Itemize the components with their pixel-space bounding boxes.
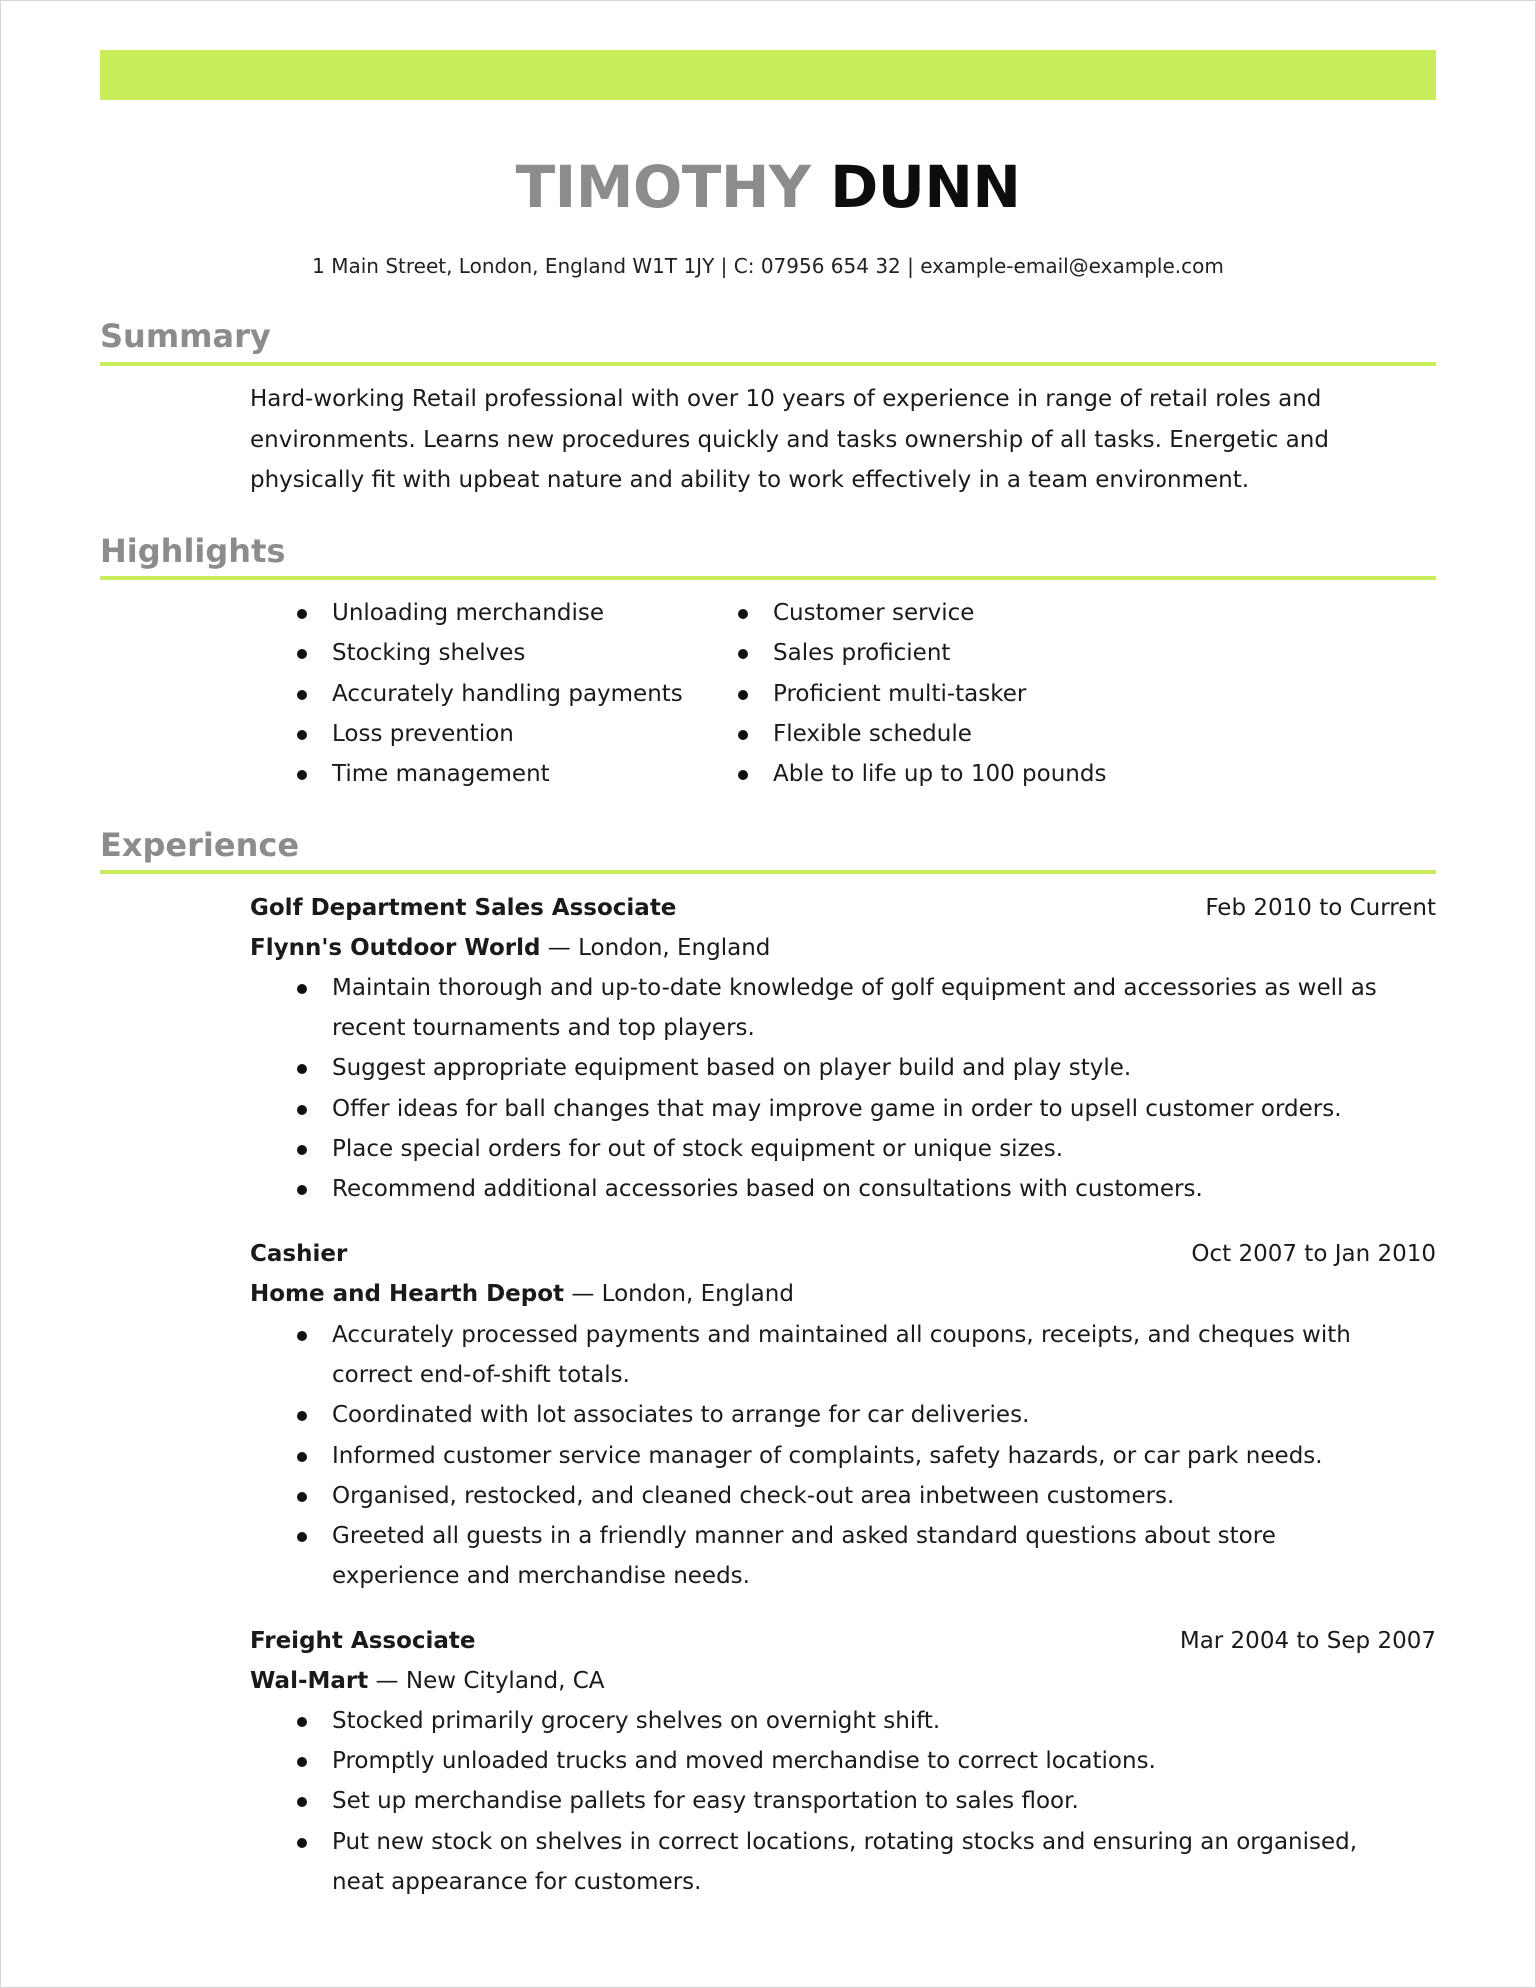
job-dates: Oct 2007 to Jan 2010	[1191, 1241, 1436, 1267]
highlight-item: Flexible schedule	[691, 714, 1106, 754]
bullet-item: Informed customer service manager of complaints, safety hazards, or car park needs.	[250, 1436, 1436, 1476]
job-bullets	[250, 968, 1436, 1209]
highlights-rule	[100, 576, 1436, 580]
job-title: Golf Department Sales Associate	[250, 895, 677, 921]
highlight-item: Sales proficient	[691, 633, 1106, 673]
summary-heading: Summary	[100, 317, 271, 355]
highlights-heading: Highlights	[100, 532, 286, 570]
job-bullets	[250, 1701, 1436, 1902]
bullet-item: Promptly unloaded trucks and moved merchandise to correct locations.	[250, 1741, 1436, 1781]
company-name: Home and Hearth Depot	[250, 1281, 565, 1307]
job-employer	[250, 1661, 605, 1701]
job-employer	[250, 1274, 794, 1314]
bullet-item: Maintain thorough and up-to-date knowledge of golf equipment and accessories as well as recent tournaments and top players.	[250, 968, 1436, 1048]
bullet-item: Put new stock on shelves in correct locations, rotating stocks and ensuring an organised, neat appearance for customers.	[250, 1822, 1436, 1902]
company-location: — New Cityland, CA	[368, 1668, 605, 1694]
candidate-name	[0, 150, 1536, 224]
highlight-item: Loss prevention	[250, 714, 683, 754]
highlight-item: Stocking shelves	[250, 633, 683, 673]
bullet-item: Accurately processed payments and maintained all coupons, receipts, and cheques with correct end-of-shift totals.	[250, 1315, 1436, 1395]
bullet-item: Coordinated with lot associates to arrange for car deliveries.	[250, 1395, 1436, 1435]
job-employer	[250, 928, 770, 968]
highlight-item: Customer service	[691, 593, 1106, 633]
summary-rule	[100, 362, 1436, 366]
company-location: — London, England	[540, 935, 771, 961]
company-location: — London, England	[564, 1281, 794, 1307]
highlights-list-left	[250, 593, 683, 794]
contact-line: 1 Main Street, London, England W1T 1JY | C: 07956 654 32 | example-email@example.com	[312, 254, 1224, 278]
bullet-item: Set up merchandise pallets for easy transportation to sales floor.	[250, 1781, 1436, 1821]
company-name: Flynn's Outdoor World	[250, 935, 541, 961]
highlight-item: Able to life up to 100 pounds	[691, 754, 1106, 794]
bullet-item: Stocked primarily grocery shelves on overnight shift.	[250, 1701, 1436, 1741]
bullet-item: Suggest appropriate equipment based on player build and play style.	[250, 1048, 1436, 1088]
highlights-list-right	[691, 593, 1106, 794]
company-name: Wal-Mart	[250, 1668, 369, 1694]
job-bullets	[250, 1315, 1436, 1596]
highlight-item: Proficient multi-tasker	[691, 674, 1106, 714]
name-last: DUNN	[830, 153, 1021, 221]
bullet-item: Organised, restocked, and cleaned check-out area inbetween customers.	[250, 1476, 1436, 1516]
name-first: TIMOTHY	[515, 153, 811, 221]
job-title: Freight Associate	[250, 1628, 476, 1654]
bullet-item: Recommend additional accessories based on consultations with customers.	[250, 1169, 1436, 1209]
header-accent-bar	[100, 50, 1436, 100]
highlight-item: Unloading merchandise	[250, 593, 683, 633]
job-dates: Mar 2004 to Sep 2007	[1179, 1628, 1436, 1654]
experience-rule	[100, 870, 1436, 874]
bullet-item: Offer ideas for ball changes that may improve game in order to upsell customer orders.	[250, 1089, 1436, 1129]
highlight-item: Accurately handling payments	[250, 674, 683, 714]
job-dates: Feb 2010 to Current	[1205, 895, 1436, 921]
bullet-item: Greeted all guests in a friendly manner and asked standard questions about store experience and merchandise needs.	[250, 1516, 1436, 1596]
job-title: Cashier	[250, 1241, 348, 1267]
summary-text: Hard-working Retail professional with over 10 years of experience in range of retail roles and environments. Learns new procedures quickly and tasks ownership of all tasks. Energetic and physically fit with upbeat nature and ability to work effectively in a team environment.	[250, 386, 1329, 493]
experience-heading: Experience	[100, 826, 300, 864]
highlight-item: Time management	[250, 754, 683, 794]
bullet-item: Place special orders for out of stock equipment or unique sizes.	[250, 1129, 1436, 1169]
